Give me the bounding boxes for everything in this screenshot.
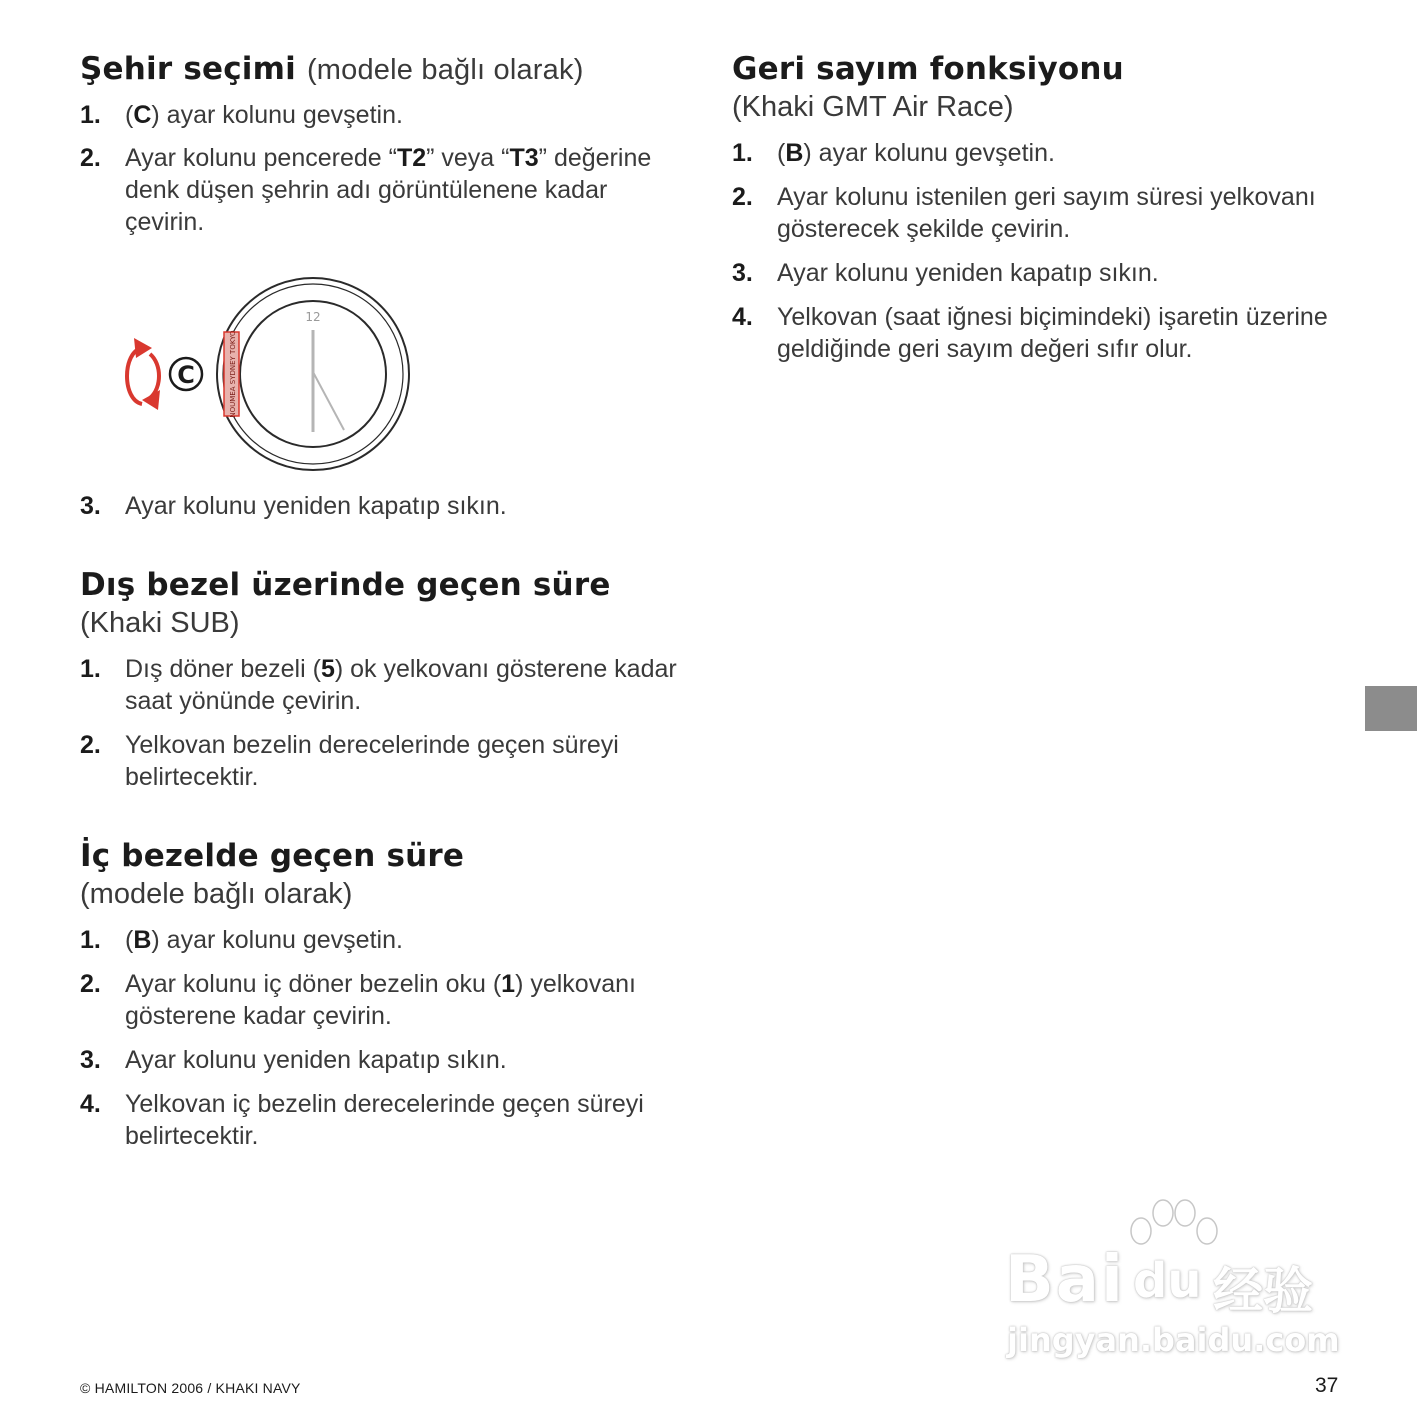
watermark-brand-du: du (1133, 1253, 1202, 1309)
list-item (80, 142, 680, 238)
step-text-bold: B (133, 926, 152, 954)
section-inner-bezel (80, 837, 680, 1152)
section-outer-bezel (80, 566, 680, 793)
section-subtitle: (Khaki SUB) (80, 607, 240, 639)
step-text-bold: 5 (320, 655, 335, 683)
list-item (80, 729, 680, 793)
step-text: ) ayar kolunu gevşetin. (803, 139, 1055, 167)
step-number: 4. (80, 1090, 101, 1118)
list-item (732, 137, 1352, 169)
section-countdown (732, 50, 1352, 365)
step-list (732, 137, 1352, 365)
list-item (732, 301, 1352, 365)
step-list (80, 490, 680, 522)
dial-number-12: 12 (305, 310, 321, 324)
step-text-bold: C (133, 101, 152, 129)
step-number: 4. (732, 303, 753, 331)
step-text-bold: T3 (509, 144, 539, 172)
step-number: 2. (80, 970, 101, 998)
right-column (732, 50, 1352, 365)
section-title-bold: Şehir seçimi (80, 51, 296, 87)
footer-copyright: © HAMILTON 2006 / KHAKI NAVY (80, 1380, 301, 1396)
list-item (80, 924, 680, 956)
watermark-url: jingyan.baidu.com (1007, 1321, 1340, 1359)
step-number: 1. (732, 139, 753, 167)
section-title: Dış bezel üzerinde geçen süre (80, 567, 611, 603)
step-list (80, 99, 680, 238)
city-window (224, 330, 239, 418)
step-number: 1. (80, 926, 101, 954)
step-text: ) ok yelkovanı gösterene kadar saat yönünde çevirin. (125, 655, 677, 715)
step-text: ” değerine denk düşen şehrin adı görüntülenene kadar çevirin. (125, 144, 652, 236)
step-text: Ayar kolunu yeniden kapatıp sıkın. (777, 259, 1159, 287)
crown-letter: C (177, 361, 195, 389)
step-text-bold: B (785, 139, 804, 167)
watch-diagram (120, 272, 420, 477)
step-text: Dış döner bezeli ( (125, 655, 321, 683)
list-item (80, 490, 680, 522)
step-number: 3. (732, 259, 753, 287)
section-title (80, 50, 680, 89)
list-item (732, 257, 1352, 289)
step-text: ( (125, 926, 134, 954)
step-text: Yelkovan (saat iğnesi biçimindeki) işaretin üzerine geldiğinde geri sayım değeri sıfır olur. (777, 303, 1328, 363)
list-item (80, 653, 680, 717)
step-text: Ayar kolunu iç döner bezelin oku ( (125, 970, 502, 998)
section-title: Geri sayım fonksiyonu (732, 51, 1124, 87)
left-column (80, 50, 680, 1152)
step-number: 1. (80, 655, 101, 683)
list-item (80, 1044, 680, 1076)
step-text: ( (125, 101, 134, 129)
section-subtitle: (modele bağlı olarak) (80, 878, 353, 910)
page-number: 37 (1315, 1374, 1339, 1397)
section-title-note: (modele bağlı olarak) (306, 54, 584, 86)
thumb-index-tab (1365, 686, 1417, 731)
list-item (80, 99, 680, 131)
baidu-watermark (995, 1195, 1340, 1370)
step-text-bold: 1 (501, 970, 516, 998)
step-text: Ayar kolunu yeniden kapatıp sıkın. (125, 492, 507, 520)
step-text: Ayar kolunu yeniden kapatıp sıkın. (125, 1046, 507, 1074)
step-text: ) yelkovanı gösterene kadar çevirin. (125, 970, 636, 1030)
step-number: 2. (732, 183, 753, 211)
step-number: 1. (80, 101, 101, 129)
step-text-bold: T2 (396, 144, 427, 172)
watch-illustration (120, 272, 420, 482)
step-text: Yelkovan iç bezelin derecelerinde geçen süreyi belirtecektir. (125, 1090, 644, 1150)
step-text: Ayar kolunu istenilen geri sayım süresi yelkovanı gösterecek şekilde çevirin. (777, 183, 1316, 243)
city-window-text: NOUMEA SYDNEY TOKYO (229, 330, 237, 418)
step-text: ) ayar kolunu gevşetin. (151, 926, 403, 954)
section-title: İç bezelde geçen süre (80, 838, 465, 874)
list-item (732, 181, 1352, 245)
step-number: 2. (80, 144, 101, 172)
step-number: 3. (80, 492, 101, 520)
step-number: 2. (80, 731, 101, 759)
watermark-cn: 经验 (1213, 1262, 1313, 1320)
step-text: Ayar kolunu pencerede “ (125, 144, 397, 172)
step-text: ) ayar kolunu gevşetin. (151, 101, 403, 129)
step-text: Yelkovan bezelin derecelerinde geçen süreyi belirtecektir. (125, 731, 619, 791)
section-subtitle: (Khaki GMT Air Race) (732, 91, 1014, 123)
rotate-arrow-icon (127, 338, 160, 410)
step-list (80, 924, 680, 1152)
step-number: 3. (80, 1046, 101, 1074)
paw-logo-icon (1113, 1195, 1233, 1255)
step-list (80, 653, 680, 793)
list-item (80, 1088, 680, 1152)
watermark-brand: Bai (1005, 1243, 1125, 1317)
step-text: ( (777, 139, 786, 167)
list-item (80, 968, 680, 1032)
step-text: ” veya “ (426, 144, 510, 172)
